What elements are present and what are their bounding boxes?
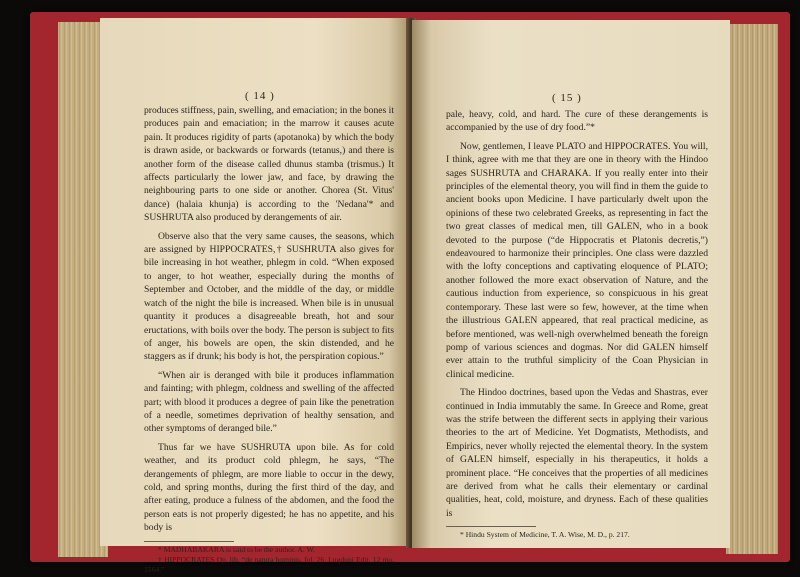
footnote-divider xyxy=(144,541,234,542)
left-page-number: ( 14 ) xyxy=(245,90,275,102)
footnote: * Hindu System of Medicine, T. A. Wise, M. D., p. 217. xyxy=(460,530,630,540)
paragraph: Now, gentlemen, I leave PLATO and HIPPOCRATES. You will, I think, agree with me that they are one in theory with the Hindoo sages SUSHRUTA and CHARAKA. If you really enter into their principles of the elemental theory, you will find in them the guide to ancient books upon Medicine. I have particularly dwelt upon the opinions of these two celebrated Greeks, as representing in fact the two great classes of medical men, till GALEN, who in a book devoted to the purpose (“de Hippocratis et Platonis decretis,”) endeavoured to harmonize their principles. One class were dazzled with the lofty conceptions and captivating eloquence of PLATO; another followed the more exact observation of Nature, and the cautious induction from experience, so conspicuous in his great contemporary. These last were so few, however, at the time when the illustrious GALEN appeared, that real practical medicine, as before mentioned, was well-nigh overwhelmed beneath the foreign pomp of various sciences and dogmas. Nor did GALEN himself ever attain to the truthful simplicity of the Coan Physician in clinical medicine. xyxy=(446,140,708,380)
footnote: † HIPPOCRATES Op. lib. “de natura hominis, fol. 26. Lugduni Edit. 12 mo. 1564.” xyxy=(144,554,394,574)
left-page xyxy=(100,18,410,574)
paragraph: Observe also that the very same causes, the seasons, which are assigned by HIPPOCRATES,† SUSHRUTA also gives for bile increasing in hot weather, phlegm in cold. “When exposed to anger, to hot weather, especially during the months of September and October, and the middle of the day, or middle watch of the night the bile is increased. When bile is in unusual quantity it produces a disagreeable breath, hot and sour eructations, with boils over the body. The person is subject to fits of anger, his bowels are open, the skin distended, and he staggers as if drunk; his body is hot, the perspiration copious.” xyxy=(144,230,394,363)
footnote-divider xyxy=(446,526,536,527)
right-page-edges xyxy=(726,24,778,554)
left-page-body xyxy=(144,104,394,575)
right-page-body xyxy=(446,108,708,540)
paragraph: pale, heavy, cold, and hard. The cure of these derangements is accompanied by the use of dry food.”* xyxy=(446,109,708,134)
right-page-number: ( 15 ) xyxy=(552,92,582,104)
footnote: * MADHABAKARA is said to be the author. A. W. xyxy=(158,544,315,554)
paragraph: produces stiffness, pain, swelling, and emaciation; in the bones it produces pain and emaciation; in the marrow it causes acute pain. It produces rigidity of parts (apotanoka) by which the body is drawn aside, or backwards or forwards (tetanus,) and there is another form of the disease called dhunus stamba (trismus.) It affects particularly the lower jaw, and face, by drawing the neighbouring parts to one side or another. Chorea (St. Vitus' dance) (halaia khunja) is according to the 'Nedana'* and SUSHRUTA also produced by derangements of air. xyxy=(144,105,394,224)
right-page xyxy=(412,20,730,548)
paragraph: “When air is deranged with bile it produces inflammation and fainting; with phlegm, coldness and swelling of the affected part; with blood it produces a degree of pain like the penetration of a needle, sometimes deprivation of healthy sensation, and other symptoms of deranged bile.” xyxy=(144,369,394,435)
paragraph: Thus far we have SUSHRUTA upon bile. As for cold weather, and its product cold phlegm, he says, “The derangements of phlegm, are more liable to occur in the dewy, cold, and spring months, during the first third of the day, and after eating, produce a fulness of the abdomen, and the food the person eats is not properly digested; he has no appetite, and his body is xyxy=(144,441,394,534)
paragraph: The Hindoo doctrines, based upon the Vedas and Shastras, ever continued in India immutably the same. In Greece and Rome, great was the strife between the different sects in applying their various theories to the art of Medicine. Yet Dogmatists, Methodists, and Empirics, never wholly rejected the elemental theory. In the system of GALEN himself, especially in his therapeutics, it holds a prominent place. “He conceives that the properties of all medicines are derived from what he calls their elementary or cardinal qualities, heat, cold, moisture, and dryness. Each of these qualities is xyxy=(446,387,708,519)
